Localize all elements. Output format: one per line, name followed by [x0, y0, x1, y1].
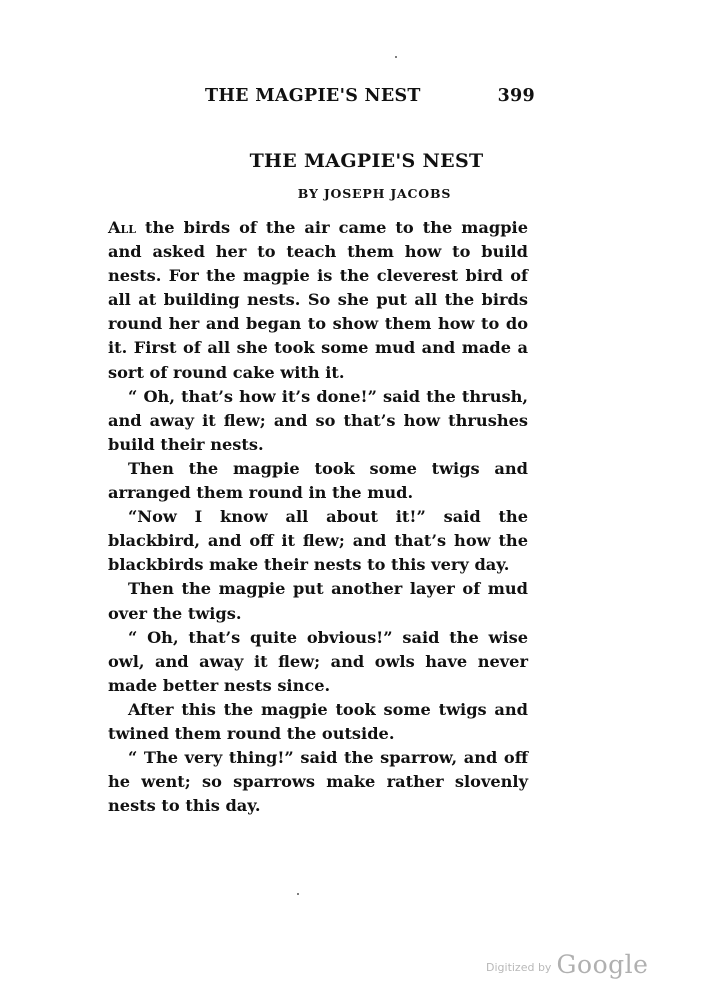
- paragraph-text: the birds of the air came to the magpie and asked her to teach them how to build nests. For the magpie is the cleverest bird of all at building nests. So she put all the birds round her and began to show them how to do it. First of all she took some mud and made a sort of round cake with it.: [108, 218, 528, 382]
- google-logo: Google: [556, 950, 649, 979]
- scan-speck: [297, 893, 299, 895]
- digitized-watermark: [486, 950, 648, 984]
- running-header: [205, 86, 535, 112]
- paragraph: Then the magpie took some twigs and arranged them round in the mud.: [108, 458, 528, 503]
- first-word: All: [108, 218, 137, 237]
- page-number: 399: [497, 86, 535, 106]
- paragraph: [108, 216, 528, 385]
- paragraph: Then the magpie put another layer of mud over the twigs.: [108, 579, 528, 623]
- watermark-prefix: Digitized by: [486, 961, 552, 974]
- paragraph: “ Oh, that’s quite obvious!” said the wise owl, and away it flew; and owls have never made better nests since.: [108, 627, 528, 695]
- story-body: [108, 216, 528, 818]
- paragraph: After this the magpie took some twigs and twined them round the outside.: [108, 699, 528, 743]
- story-byline: BY JOSEPH JACOBS: [297, 186, 452, 201]
- scan-speck: [395, 56, 397, 58]
- paragraph: “ Oh, that’s how it’s done!” said the thrush, and away it flew; and so that’s how thrushes build their nests.: [108, 386, 528, 454]
- paragraph: “ The very thing!” said the sparrow, and off he went; so sparrows make rather slovenly nests to this day.: [108, 748, 528, 816]
- running-title: THE MAGPIE'S NEST: [205, 86, 421, 106]
- paragraph: “Now I know all about it!” said the blackbird, and off it flew; and that’s how the blackbirds make their nests to this very day.: [108, 507, 528, 575]
- story-title: THE MAGPIE'S NEST: [249, 150, 484, 172]
